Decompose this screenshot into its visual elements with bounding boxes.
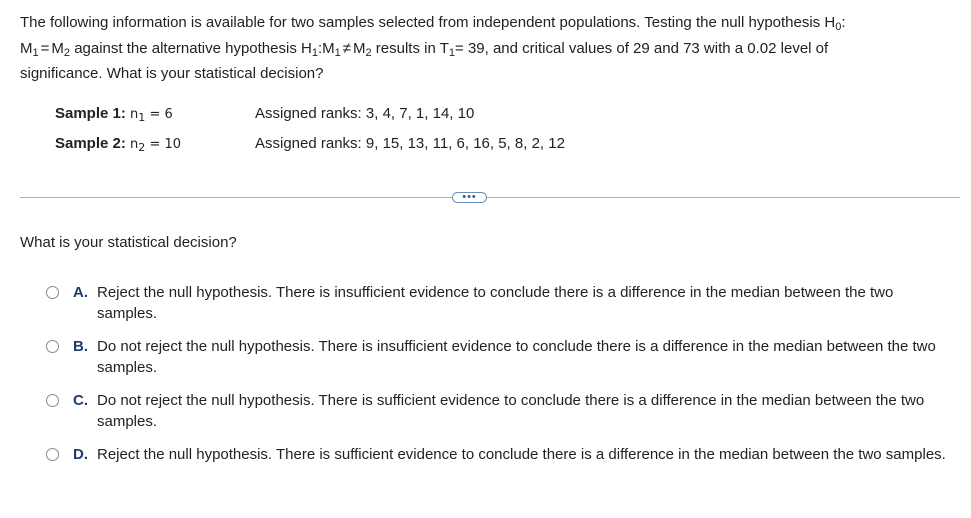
n-value: = 6 [149, 107, 173, 122]
sample-1-row [55, 105, 474, 122]
option-a[interactable] [46, 282, 946, 324]
m1-subscript-2: 1 [334, 46, 341, 59]
n-subscript: 2 [138, 141, 146, 154]
option-d[interactable] [46, 444, 946, 465]
option-c[interactable] [46, 390, 946, 432]
m2-subscript-2: 2 [365, 46, 372, 59]
radio-a-icon[interactable] [46, 286, 59, 299]
option-d-letter: D. [73, 446, 88, 463]
sample-2-ranks: Assigned ranks: 9, 15, 13, 11, 6, 16, 5, 8, 2, 12 [255, 135, 565, 152]
problem-line-3: significance. What is your statistical decision? [20, 65, 324, 82]
section-divider [20, 197, 960, 198]
problem-text: The following information is available for two samples selected from independent populations. Testing the null hypothesis H [20, 14, 836, 31]
h0-subscript: 0 [835, 21, 842, 33]
n-symbol: n [130, 107, 139, 122]
m1-subscript: 1 [32, 46, 39, 59]
option-c-text: Do not reject the null hypothesis. There is sufficient evidence to conclude there is a difference in the median between the two samples. [97, 392, 925, 430]
h0-colon: : [841, 14, 846, 31]
m2-symbol-2: M [353, 39, 366, 57]
m1-symbol: M [20, 39, 33, 57]
m2-symbol: M [51, 39, 64, 57]
option-c-letter: C. [73, 392, 88, 409]
option-a-letter: A. [73, 284, 88, 301]
radio-b-icon[interactable] [46, 340, 59, 353]
t1-subscript: 1 [448, 46, 456, 59]
problem-line-1 [20, 10, 955, 36]
sample-1-label [55, 105, 255, 122]
sample-2-row [55, 135, 565, 152]
critical-values-text: = 39, and critical values of 29 and 73 with a 0.02 level of [455, 39, 829, 57]
sample-2-label [55, 135, 255, 152]
option-b-letter: B. [73, 338, 88, 355]
problem-line-2 [20, 36, 955, 62]
expand-more-button[interactable]: ••• [452, 192, 487, 203]
question-text: What is your statistical decision? [20, 234, 237, 251]
sample-label-text: Sample 1: [55, 105, 126, 122]
h1-subscript: 1 [311, 46, 318, 59]
n-subscript: 1 [138, 111, 146, 124]
radio-d-icon[interactable] [46, 448, 59, 461]
m2-subscript: 2 [63, 46, 71, 59]
option-b[interactable] [46, 336, 946, 378]
option-a-text: Reject the null hypothesis. There is insufficient evidence to conclude there is a difference in the median between the two samples. [97, 284, 894, 322]
option-b-text: Do not reject the null hypothesis. There is insufficient evidence to conclude there is a difference in the median between the two samples. [97, 338, 936, 376]
problem-statement [20, 10, 955, 87]
n-value: = 10 [149, 137, 182, 152]
sample-label-text: Sample 2: [55, 135, 126, 152]
option-d-text: Reject the null hypothesis. There is sufficient evidence to conclude there is a difference in the median between the two samples. [97, 446, 946, 463]
results-text: results in T [375, 39, 449, 57]
alternative-text: against the alternative hypothesis H [74, 39, 312, 57]
n-symbol: n [130, 137, 139, 152]
sample-1-ranks: Assigned ranks: 3, 4, 7, 1, 14, 10 [255, 105, 475, 122]
radio-c-icon[interactable] [46, 394, 59, 407]
h1-colon-m: :M [317, 39, 335, 57]
not-equal-sign: ≠ [342, 39, 351, 57]
equals-sign: = [40, 39, 50, 57]
